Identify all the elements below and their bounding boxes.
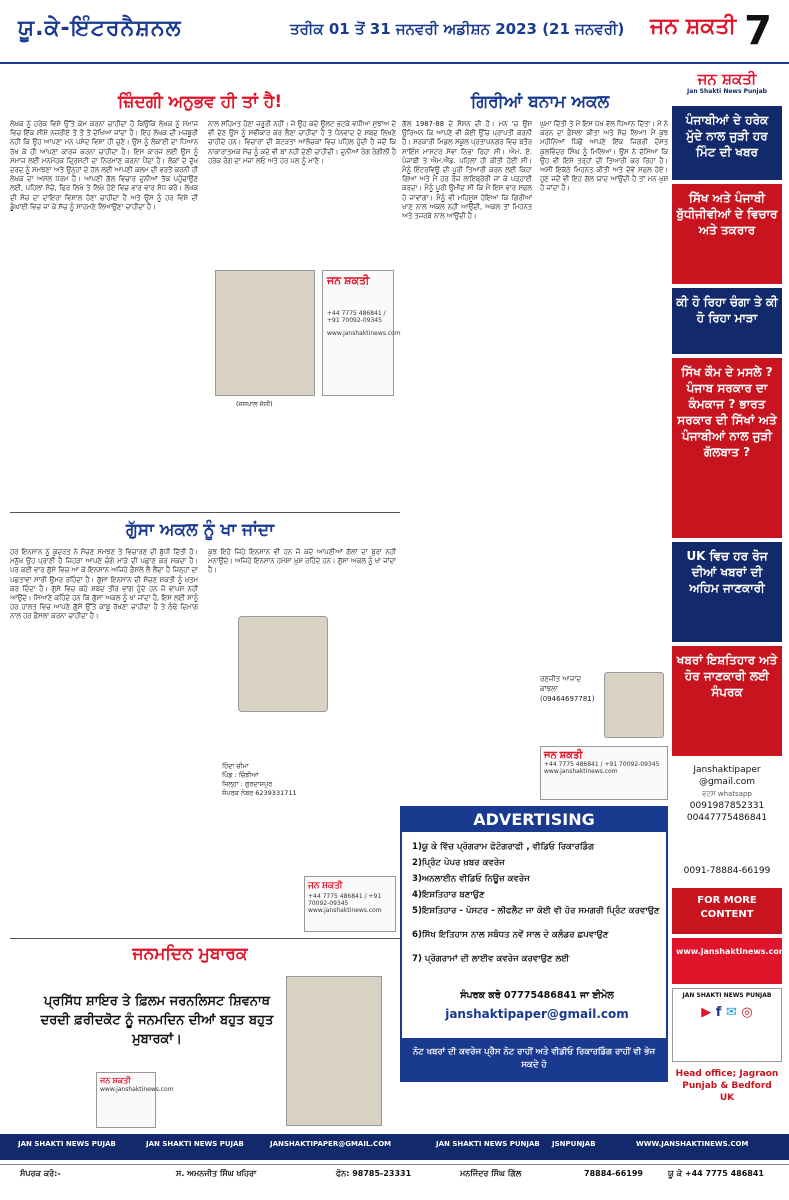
sidebar-block5: UK ਵਿਚ ਹਰ ਰੋਜ ਦੀਆਂ ਖਬਰਾਂ ਦੀ ਅਹਿਮ ਜਾਣਕਾਰੀ — [672, 542, 782, 642]
sidebar-logo-sub: Jan Shakti News Punjab — [687, 88, 767, 95]
sidebar-contact — [672, 760, 782, 862]
footer-contacts — [0, 1164, 789, 1184]
group-photo — [215, 270, 315, 396]
footer-social-bar — [0, 1134, 789, 1160]
adv-contact: ਸੰਪਰਕ ਕਰੋ 07775486841 ਜਾ ਈਮੇਲ — [460, 990, 614, 1001]
small-ad-1 — [322, 270, 401, 396]
sidebar-logo — [672, 70, 782, 102]
small-ad-logo: ਜਨ ਸ਼ਕਤੀ — [327, 275, 370, 287]
masthead — [0, 0, 789, 62]
small-ad-4-phones: +44 7775 486841 / +91 70092-09345 — [544, 761, 660, 768]
small-ad-url: www.janshaktinews.com — [327, 330, 401, 337]
divider-1 — [10, 512, 400, 513]
social-label: JAN SHAKTI NEWS PUNJAB — [682, 992, 772, 999]
for-more-content: FOR MORE CONTENT — [672, 888, 782, 934]
small-ad-4 — [540, 746, 668, 800]
twitter-icon[interactable]: ✉ — [725, 1005, 737, 1020]
footer-phone2: 78884-66199 — [584, 1169, 643, 1178]
sidebar-block4: ਸਿੱਖ ਕੌਮ ਦੇ ਮਸਲੇ ? ਪੰਜਾਬ ਸਰਕਾਰ ਦਾ ਕੰਮਕਾਜ ? ਭਾਰਤ ਸਰਕਾਰ ਦੀ ਸਿੱਖਾਂ ਅਤੇ ਪੰਜਾਬੀਆਂ ਨਾਲ ਜੁੜੀ ਗੱਲਬਾਤ ? — [672, 358, 782, 538]
footer-email[interactable]: JANSHAKTIPAPER@GMAIL.COM — [270, 1140, 392, 1148]
footer-facebook[interactable]: JAN SHAKTI NEWS PUJAB — [146, 1140, 244, 1148]
small-ad-phones: +44 7775 486841 / +91 70092-09345 — [327, 310, 386, 324]
article3-body-col2: ਕੁਝ ਇਹੋ ਜਿਹੇ ਇਨਸਾਨ ਵੀ ਹਨ ਜੋ ਕਦੇ ਆਪਣੀਆਂ ਗੱਲਾਂ ਦਾ ਬੁਰਾ ਨਹੀਂ ਮਨਾਉਂਦੇ। ਅਜਿਹੇ ਇਨਸਾਨ ਹਮੇਸ਼ਾ ਖ਼ੁਸ਼ ਰਹਿੰਦੇ ਹਨ। ਗੁੱਸਾ ਅਕਲ ਨੂੰ ਖਾ ਜਾਂਦਾ ਹੈ। — [208, 548, 396, 575]
footer-editor1: ਸ. ਅਮਨਜੀਤ ਸਿੰਘ ਖਹਿਰਾ — [176, 1169, 257, 1178]
author-photo-article2 — [604, 672, 664, 738]
article1-body-col2: ਨਾਲ ਸਹਿਮਤ ਹੋਣਾ ਜ਼ਰੂਰੀ ਨਹੀਂ। ਜੇ ਉਹ ਕਦੇ ਉਲਟ ਭਟਕੇ ਵਧੀਆ ਸੁਝਾਅ ਦੇ ਵੀ ਦੇਣ ਉਸ ਨੂੰ ਸਵੀਕਾਰ ਕਰ ਲੈਣਾ ਚਾਹੀਦਾ ਹੈ ਤੇ ਧੰਨਵਾਦ ਦੇ ਸ਼ਬਦ ਲਿਖਣੇ ਚਾਹੀਦੇ ਹਨ। ਵਿਚਾਰਾਂ ਦੀ ਕੱਟੜਤਾ ਆਲੋਚਕਾਂ ਵਿਚ ਪਹਿਲ ਹੁੰਦੀ ਹੈ ਜਦੋਂ ਕਿ ਨਾਕਾਰਾਤਮਕ ਸੋਚ ਨੂੰ ਕਦੇ ਵੀ ਥਾਂ ਨਹੀਂ ਦੇਣੀ ਚਾਹੀਦੀ। ਦੁਨੀਆਂ ਰੰਗ ਰੰਗੀਲੀ ਹੈ ਹਰੇਕ ਰੰਗ ਦਾ ਮਜ਼ਾ ਲਓ ਅਤੇ ਹਰ ਪਲ ਨੂੰ ਮਾਣੋ। — [208, 120, 396, 165]
small-ad-3-url: www.janshaktinews.com — [100, 1086, 174, 1093]
birthday-title: ਜਨਮਦਿਨ ਮੁਬਾਰਕ — [132, 944, 248, 964]
article3-author — [222, 762, 297, 798]
small-ad-3 — [96, 1072, 174, 1128]
adv-email[interactable]: janshaktipaper@gmail.com — [445, 1007, 629, 1021]
photo-caption: (ਜਸਪਾਲ ਜੱਸੀ) — [236, 400, 273, 408]
sidebar-logo-text: ਜਨ ਸ਼ਕਤੀ — [697, 70, 757, 88]
small-ad-4-logo: ਜਨ ਸ਼ਕਤੀ — [544, 750, 583, 761]
social-icons — [673, 1005, 781, 1020]
article3-title: ਗੁੱਸਾ ਅਕਲ ਨੂੰ ਖਾ ਜਾਂਦਾ — [125, 520, 275, 540]
author-district: ਜ਼ਿਲ੍ਹਾ : ਗੁਰਦਾਸਪੁਰ — [222, 780, 273, 788]
adv-item: 3)ਅਨਲਾਈਨ ਵੀਡਿਓ ਨਿਊਜ਼ ਕਵਰੇਜ — [412, 874, 530, 884]
article1-body-col1: ਲੇਖਕ ਨੂੰ ਹਰੇਕ ਵਿਸ਼ੇ ਉੱਤੇ ਕੰਮ ਕਰਨਾ ਚਾਹੀਦਾ ਹੈ ਕਿਉਂਕਿ ਲੇਖਕ ਨੂੰ ਸਮਾਜ ਵਿਚ ਇੱਕ ਸ਼ੀਸ਼ੇ ਨਜ਼ਰੀਏ ਤੋਂ ਤੋਂ ਤੋਂ ਦੇਖਿਆ ਜਾਂਦਾ ਹੈ। ਇਹ ਲੇਖਕ ਦੀ ਮਜ਼ਬੂਰੀ ਨਹੀਂ ਕਿ ਉਹ ਆਪਣਾ ਮਨ ਪਸੰਦ ਵਿਸ਼ਾ ਹੀ ਚੁਣੇ। ਉਸ ਨੂੰ ਲੋਕਾਈ ਦਾ ਧਿਆਨ ਰੱਖ ਕੇ ਹੀ ਆਪਣਾ ਕਾਰਜ ਕਰਨਾ ਚਾਹੀਦਾ ਹੈ। ਇਸ ਕਾਰਜ ਲਈ ਉਸ ਨੂੰ ਸਮਾਜ ਲਈ ਮਨਮੋਹਕ ਦ੍ਰਿਸ਼ਟੀ ਦਾ ਨਿਰਮਾਣ ਕਰਨਾ ਪੈਂਦਾ ਹੈ। ਲੋਕਾਂ ਦੇ ਦੁੱਖ ਦਰਦ ਨੂੰ ਸਮਝਣਾ ਅਤੇ ਉਨ੍ਹਾਂ ਦੇ ਹੱਲ ਲਈ ਆਪਣੀ ਕਲਮ ਦੀ ਵਰਤੋਂ ਕਰਨੀ ਹੀ ਲੇਖਕ ਦਾ ਅਸਲ ਧਰਮ ਹੈ। ਆਪਣੀ ਗੱਲ ਵਿਚਾਰ ਦੁਨੀਆਂ ਤੱਕ ਪਹੁੰਚਾਉਣ ਲਈ, ਪਹਿਲਾਂ ਸੋਚੋ, ਫਿਰ ਲਿਖੋ ਤੇ ਲਿਖੇ ਹੋਏ ਵਿਚ ਵਾਰ ਵਾਰ ਸੋਧ ਕਰੋ। ਲੇਖਕ ਦੀ ਸੋਚ ਦਾ ਦਾਇਰਾ ਵਿਸ਼ਾਲ ਹੋਣਾ ਚਾਹੀਦਾ ਹੈ ਅਤੇ ਉਸ ਨੂੰ ਹਰ ਵਿਸ਼ੇ ਦੀ ਡੂੰਘਾਈ ਵਿਚ ਜਾ ਕੇ ਸੱਚ ਨੂੰ ਸਾਹਮਣੇ ਲਿਆਉਣਾ ਚਾਹੀਦਾ ਹੈ। — [10, 120, 198, 211]
author-photo-article3 — [238, 616, 328, 712]
footer-phone1: ਫੋਨ: 98785-23331 — [336, 1169, 412, 1178]
article2-author — [540, 674, 600, 704]
birthday-text: ਪ੍ਰਸਿੱਧ ਸ਼ਾਇਰ ਤੇ ਫ਼ਿਲਮ ਜਰਨਲਿਸਟ ਸ਼ਿਵਨਾਥ ਦਰਦੀ ਫ਼ਰੀਦਕੋਟ ਨੂੰ ਜਨਮਦਿਨ ਦੀਆਂ ਬਹੁਤ ਬਹੁਤ ਮੁਬਾਰਕਾਂ। — [40, 994, 274, 1047]
advertising-block — [400, 806, 668, 1082]
article3-body-col1: ਹਰ ਇਨਸਾਨ ਨੂੰ ਕੁਦਰਤ ਨੇ ਸੋਚਣ ਸਮਝਣ ਤੇ ਵਿਚਾਰਣ ਦੀ ਬੁੱਧੀ ਦਿੱਤੀ ਹੈ। ਮਨੁੱਖ ਉਹ ਪ੍ਰਾਣੀ ਹੈ ਜਿਹੜਾ ਆਪਣੇ ਚੰਗੇ ਮਾੜੇ ਦੀ ਪਛਾਣ ਕਰ ਸਕਦਾ ਹੈ। ਪਰ ਕਈ ਵਾਰ ਗੁੱਸੇ ਵਿਚ ਆ ਕੇ ਇਨਸਾਨ ਅਜਿਹੇ ਫ਼ੈਸਲੇ ਲੈ ਲੈਂਦਾ ਹੈ ਜਿਨ੍ਹਾਂ ਦਾ ਪਛਤਾਵਾ ਸਾਰੀ ਉਮਰ ਰਹਿੰਦਾ ਹੈ। ਗੁੱਸਾ ਇਨਸਾਨ ਦੀ ਸੋਚਣ ਸ਼ਕਤੀ ਨੂੰ ਖ਼ਤਮ ਕਰ ਦਿੰਦਾ ਹੈ। ਗੁੱਸੇ ਵਿਚ ਕਹੇ ਸ਼ਬਦ ਤੀਰ ਵਾਂਗ ਹੁੰਦੇ ਹਨ ਜੋ ਵਾਪਸ ਨਹੀਂ ਆਉਂਦੇ। ਸਿਆਣੇ ਕਹਿੰਦੇ ਹਨ ਕਿ ਗੁੱਸਾ ਅਕਲ ਨੂੰ ਖਾ ਜਾਂਦਾ ਹੈ, ਇਸ ਲਈ ਸਾਨੂੰ ਹਰ ਹਾਲਤ ਵਿਚ ਆਪਣੇ ਗੁੱਸੇ ਉੱਤੇ ਕਾਬੂ ਰੱਖਣਾ ਚਾਹੀਦਾ ਹੈ ਤੇ ਠੰਢੇ ਦਿਮਾਗ ਨਾਲ ਹਰ ਫ਼ੈਸਲਾ ਕਰਨਾ ਚਾਹੀਦਾ ਹੈ। — [10, 548, 198, 621]
article2-body-col1: ਗੱਲ 1987-88 ਦੇ ਸੈਸ਼ਨ ਦੀ ਹੈ। ਮਨ 'ਚ ਉਸ ਉਰਿਅਨ ਕਿ ਆਪਣੇ ਵੀ ਕੋਈ ਉੱਚ ਪ੍ਰਾਪਤੀ ਕਰਨੀ ਹੈ। ਸਰਕਾਰੀ ਮਿਡਲ ਸਕੂਲ ਪ੍ਰਤਾਪਨਗਰ ਵਿਚ ਬਤੌਰ ਸਾਇੰਸ ਮਾਸਟਰ ਸੇਵਾ ਨਿਭਾ ਰਿਹਾ ਸੀ। ਐਮ. ਏ. ਪੰਜਾਬੀ ਤੇ ਐਮ.ਐੱਡ. ਪਹਿਲਾਂ ਹੀ ਕੀਤੀ ਹੋਈ ਸੀ। ਮੈਨੂੰ ਇੰਟਰਵਿਊ ਦੀ ਪੂਰੀ ਤਿਆਰੀ ਕਰਨ ਲਈ ਕਿਹਾ ਗਿਆ ਅਤੇ ਮੈਂ ਹਰ ਰੋਜ਼ ਲਾਇਬ੍ਰੇਰੀ ਜਾ ਕੇ ਪੜ੍ਹਾਈ ਕਰਦਾ। ਮੈਨੂੰ ਪੂਰੀ ਉਮੀਦ ਸੀ ਕਿ ਮੈਂ ਇਸ ਵਾਰ ਸਫ਼ਲ ਹੋ ਜਾਵਾਂਗਾ। ਮੈਨੂੰ ਵੀ ਮਹਿਸੂਸ ਹੋਇਆ ਕਿ ਗਿਰੀਆਂ ਖਾਣ ਨਾਲ ਅਕਲ ਨਹੀਂ ਆਉਂਦੀ, ਅਕਲ ਤਾਂ ਮਿਹਨਤ ਅਤੇ ਤਜਰਬੇ ਨਾਲ ਆਉਂਦੀ ਹੈ। — [402, 120, 532, 221]
birthday-photo — [286, 976, 382, 1126]
issue-date: ਤਰੀਕ 01 ਤੋਂ 31 ਜਨਵਰੀ ਅਡੀਸ਼ਨ 2023 (21 ਜਨਵਰੀ) — [290, 20, 625, 38]
article2-author-phone: (09464697781) — [540, 695, 595, 703]
small-ad-2-phones: +44 7775 486841 / +91 70092-09345 — [308, 893, 382, 907]
sidebar-phone1: 0091987852331 — [689, 801, 765, 811]
sidebar-url[interactable]: www.janshaktinews.com — [672, 938, 782, 984]
social-block — [672, 988, 782, 1062]
sidebar-block1: ਪੰਜਾਬੀਆਂ ਦੇ ਹਰੇਕ ਮੁੱਦੇ ਨਾਲ ਜੁੜੀ ਹਰ ਮਿੰਟ ਦੀ ਖਬਰ — [672, 106, 782, 180]
masthead-logo: ਜਨ ਸ਼ਕਤੀ — [650, 14, 737, 39]
adv-item: 5)ਇਸ਼ਤਿਹਾਰ - ਪੋਸਟਰ - ਲੀਫਲੈਟ ਜਾ ਕੋਈ ਵੀ ਹੋਰ ਸਮਗਰੀ ਪ੍ਰਿੰਟ ਕਰਵਾਉਣ — [412, 906, 660, 916]
advertising-title: ADVERTISING — [402, 808, 666, 832]
head-office: Head office; Jagraon Punjab & Bedford UK — [675, 1069, 779, 1103]
divider-2 — [10, 938, 400, 939]
author-phone: ਸੰਪਰਕ ਨੰਬਰ 6239331711 — [222, 789, 297, 797]
small-ad-2-logo: ਜਨ ਸ਼ਕਤੀ — [308, 880, 343, 890]
adv-item: 7) ਪ੍ਰੋਗਰਾਮਾਂ ਦੀ ਲਾਈਵ ਕਵਰੇਜ ਕਰਵਾਉਣ ਲਈ — [412, 954, 570, 964]
article2-body-col2: ਘੁਮਾ ਦਿੱਤੀ ਤੇ ਮੈਂ ਇਸ ਪੱਖ ਵੱਲ ਧਿਆਨ ਦਿੱਤਾ। ਮੈਂ ਨੇ ਕਰਨ ਦਾ ਫ਼ੈਸਲਾ ਕੀਤਾ ਅਤੇ ਸੋਚ ਲਿਆ! ਮੈਂ ਕੁਝ ਮਹੀਨਿਆਂ ਪਿੱਛੋਂ ਆਪਣੇ ਇੱਕ ਜਿਗਰੀ ਦੋਸਤ ਕੁਲਵਿੰਦਰ ਸਿੰਘ ਨੂੰ ਮਿਲਿਆ। ਉਸ ਨੇ ਦੱਸਿਆ ਕਿ ਉਹ ਵੀ ਇਸੇ ਤਰ੍ਹਾਂ ਦੀ ਤਿਆਰੀ ਕਰ ਰਿਹਾ ਹੈ। ਅਸੀਂ ਇਕੱਠੇ ਮਿਹਨਤ ਕੀਤੀ ਅਤੇ ਦੋਵੇਂ ਸਫ਼ਲ ਹੋਏ। ਹੁਣ ਜਦੋਂ ਵੀ ਇਹ ਗੱਲ ਯਾਦ ਆਉਂਦੀ ਹੈ ਤਾਂ ਮਨ ਖ਼ੁਸ਼ ਹੋ ਜਾਂਦਾ ਹੈ। — [540, 120, 668, 193]
sidebar-phone2: 00447775486841 — [686, 813, 768, 823]
adv-item: 6)ਸਿੱਖ ਇਤਿਹਾਸ ਨਾਲ ਸਬੰਧਤ ਨਵੇਂ ਸਾਲ ਦੇ ਕਲੰਡਰ ਛਪਵਾਉਣ — [412, 930, 609, 940]
header-rule — [0, 62, 789, 64]
author-name: ਹਿੰਦਾ ਚੀਮਾ — [222, 762, 249, 770]
article2-author-name: ਰਣਜੀਤ ਆਜ਼ਾਦ ਕਾਂਝਲਾ — [540, 675, 582, 693]
adv-item: 2)ਪ੍ਰਿੰਟ ਪੇਪਰ ਖ਼ਬਰ ਕਵਰੇਜ — [412, 858, 505, 868]
right-sidebar — [672, 70, 788, 1120]
footer-twitter[interactable]: JSNPUNJAB — [552, 1140, 596, 1148]
article2-title: ਗਿਰੀਆਂ ਬਨਾਮ ਅਕਲ — [470, 92, 610, 112]
sidebar-block6: ਖਬਰਾਂ ਇਸ਼ਤਿਹਾਰ ਅਤੇ ਹੋਰ ਜਾਣਕਾਰੀ ਲਈ ਸੰਪਰਕ — [672, 646, 782, 756]
sidebar-block3: ਕੀ ਹੋ ਰਿਹਾ ਚੰਗਾ ਤੇ ਕੀ ਹੋ ਰਿਹਾ ਮਾੜਾ — [672, 288, 782, 354]
sidebar-email[interactable]: Janshaktipaper @gmail.com — [693, 765, 761, 787]
small-ad-4-url: www.janshaktinews.com — [544, 768, 618, 775]
footer-website[interactable]: WWW.JANSHAKTINEWS.COM — [636, 1140, 749, 1148]
footer-instagram[interactable]: JAN SHAKTI NEWS PUNJAB — [436, 1140, 540, 1148]
small-ad-3-logo: ਜਨ ਸ਼ਕਤੀ — [100, 1076, 131, 1085]
whatsapp-label: ਵਟਸ whatsapp — [702, 790, 752, 798]
section-title: ਯੂ.ਕੇ-ਇੰਟਰਨੈਸ਼ਨਲ — [18, 16, 182, 41]
sidebar-phone3: 0091-78884-66199 — [683, 866, 771, 876]
youtube-icon[interactable]: ▶ — [701, 1005, 712, 1020]
footer-editor2: ਮਨਜਿੰਦਰ ਸਿੰਘ ਗਿੱਲ — [460, 1169, 522, 1178]
small-ad-2-url: www.janshaktinews.com — [308, 907, 382, 914]
facebook-icon[interactable]: f — [715, 1005, 722, 1020]
page-number: 7 — [744, 8, 772, 54]
footer-phone3: ਯੂ ਕੇ +44 7775 486841 — [668, 1169, 764, 1178]
sidebar-block2: ਸਿੱਖ ਅਤੇ ਪੰਜਾਬੀ ਬੁੱਧੀਜੀਵੀਆਂ ਦੇ ਵਿਚਾਰ ਅਤੇ ਤਕਰਾਰ — [672, 184, 782, 284]
instagram-icon[interactable]: ◎ — [741, 1005, 753, 1020]
adv-item: 4)ਇਸ਼ਤਿਹਾਰ ਬਣਾਉਣ — [412, 890, 485, 900]
adv-item: 1)ਯੂ ਕੇ ਵਿੱਚ ਪ੍ਰੋਗਰਾਮ ਫੋਟੋਗਰਾਫੀ , ਵੀਡਿਓ ਰਿਕਾਰਡਿੰਗ — [412, 842, 595, 852]
author-village: ਪਿੰਡ : ਚਿੰਝੀਆਂ — [222, 771, 259, 779]
adv-footer-note: ਨੋਟ ਖਬਰਾਂ ਦੀ ਕਵਰੇਜ ਪ੍ਰੈਸ ਨੋਟ ਰਾਹੀਂ ਅਤੇ ਵੀਡੀਓ ਰਿਕਾਰਡਿੰਗ ਰਾਹੀਂ ਵੀ ਭੇਜ ਸਕਦੇ ਹੋ — [402, 1038, 666, 1080]
footer-contact-label: ਸੰਪਰਕ ਕਰੋ:- — [20, 1169, 61, 1178]
page-footer — [0, 1134, 789, 1200]
article1-title: ਜ਼ਿੰਦਗੀ ਅਨੁਭਵ ਹੀ ਤਾਂ ਹੈ! — [117, 92, 283, 112]
footer-youtube[interactable]: JAN SHAKTI NEWS PUJAB — [18, 1140, 116, 1148]
small-ad-2 — [304, 876, 396, 932]
